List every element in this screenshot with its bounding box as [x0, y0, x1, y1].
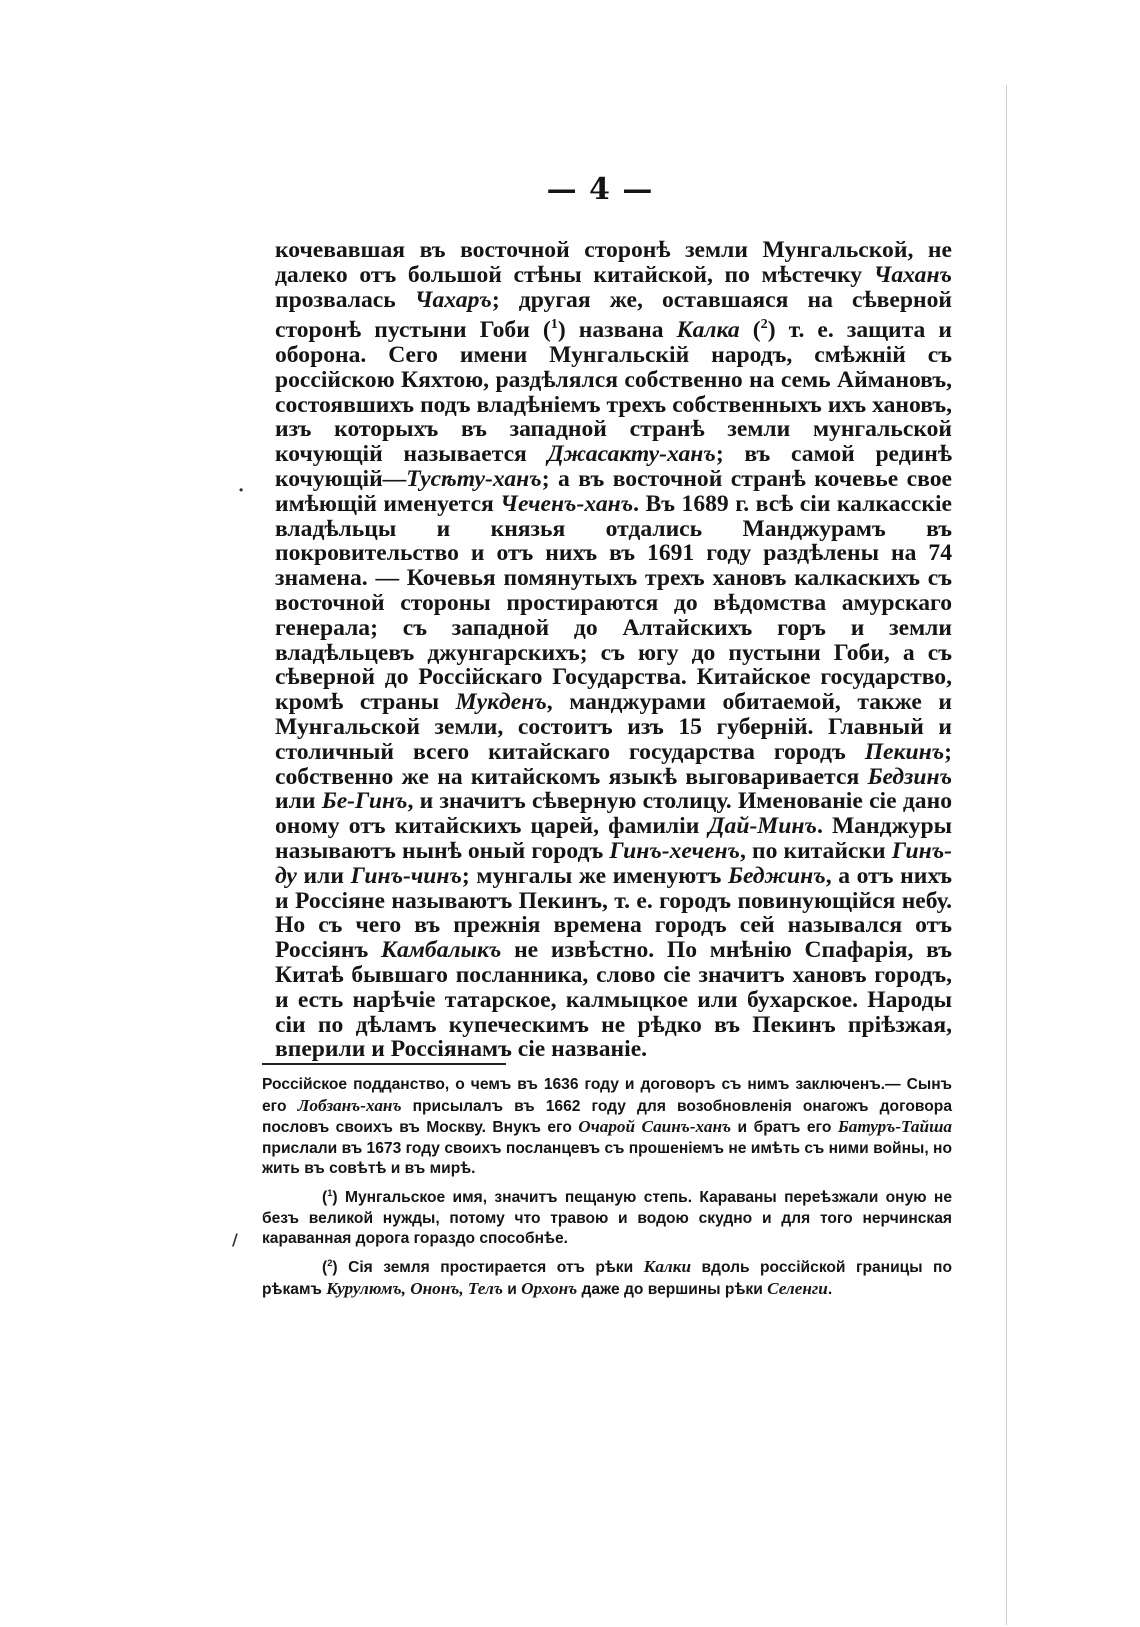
text-run: или: [296, 862, 351, 889]
italic-term: Гинъ-чинъ: [350, 862, 462, 889]
italic-term: Бе-Гинъ: [321, 788, 408, 815]
text-run: . Манджуры называютъ нынѣ оный городъ: [275, 813, 952, 864]
italic-term: Чахаръ: [414, 286, 492, 313]
italic-term: Лобзанъ-ханъ: [297, 1095, 402, 1115]
italic-term: Очарой Саинъ-ханъ: [578, 1117, 732, 1137]
italic-term: Чеченъ-ханъ: [500, 490, 634, 517]
text-run: , манджурами обитаемой, также и Мунгальской земли, состоитъ изъ 15 губерній. Главный и столичный всего китайскаго государства городъ: [275, 689, 953, 765]
text-run: ) т. е. защита и оборона. Сего имени Мунгальскій народъ, смѣжній съ россійскою Кяхтою, раздѣлялся собственно на семь Аймановъ, состоявшихъ подъ владѣніемъ трехъ собственныхъ ихъ хановъ, изъ которыхъ въ западной странѣ земли мунгальской кочующій называется: [275, 317, 952, 468]
footnotes-block: [262, 1075, 952, 1300]
page-edge-line: [1006, 85, 1007, 1625]
text-run: даже до вершины рѣки: [577, 1280, 768, 1298]
italic-term: Беджинъ: [728, 862, 826, 889]
text-run: (: [322, 1189, 328, 1207]
text-run: вдоль россійской границы по рѣкамъ: [262, 1259, 952, 1298]
italic-term: Дай-Минъ: [708, 813, 817, 840]
footnote-1: [262, 1183, 952, 1250]
italic-term: Калка: [676, 317, 740, 344]
text-run: Россійское подданство, о чемъ въ 1636 году и договоръ съ нимъ заключенъ.— Сынъ его: [262, 1076, 952, 1115]
text-run: ; собственно же на китайскомъ языкѣ выговаривается: [275, 738, 952, 790]
text-run: , по китайски: [739, 837, 892, 864]
footnote-marker: 1: [327, 1187, 333, 1198]
text-run: не извѣстно. По мнѣнію Спафарія, въ Китаѣ бывшаго посланника, слово сіе значитъ хановъ городъ, и есть нарѣчіе татарское, калмыцкое или бухарское. Народы сіи по дѣламъ купеческимъ не рѣдко въ Пекинъ пріѣзжая, вперили и Россіянамъ сіе названіе.: [275, 937, 952, 1063]
margin-stroke-mark: /: [232, 1230, 238, 1249]
text-run: .: [827, 1280, 833, 1298]
text-run: . Въ 1689 г. всѣ сіи калкасскіе владѣльцы и князья отдались Манджурамъ въ покровительство и отъ нихъ въ 1691 году раздѣлены на 74 знамена. — Кочевья помянутыхъ трехъ хановъ калкаскихъ съ восточной стороны простираются до вѣдомства амурскаго генерала; съ западной до Алтайскихъ горъ и земли владѣльцевъ джунгарскихъ; съ югу до пустыни Гоби, а съ сѣверной до Россійскаго Государства. Китайское государство, кромѣ страны: [275, 490, 953, 716]
italic-term: Тусѣту-ханъ: [406, 466, 542, 493]
text-run: ; въ самой рединѣ кочующій—: [275, 441, 953, 493]
text-run: и братъ его: [731, 1119, 838, 1137]
italic-term: Орхонъ: [521, 1278, 578, 1298]
text-run: ) Сія земля простирается отъ рѣки: [332, 1259, 644, 1277]
margin-dot-mark: ·: [238, 480, 245, 501]
main-text-block: [275, 238, 952, 1062]
text-run: кочевавшая въ восточной сторонѣ земли Мунгальской, не далеко отъ большой стѣны китайской, по мѣстечку: [275, 237, 952, 288]
italic-term: Бедзинъ: [867, 763, 952, 790]
footnote-continuation: [262, 1075, 952, 1180]
italic-term: Калки: [643, 1257, 691, 1277]
footnote-marker: 2: [327, 1257, 333, 1268]
text-run: присылалъ въ 1662 году для возобновленія онагожъ договора пословъ своихъ въ Москву. Внукъ его: [262, 1097, 952, 1137]
italic-term: Батуръ-Тайша: [837, 1117, 952, 1137]
footnote-2: [262, 1253, 952, 1300]
text-run: или: [275, 788, 322, 815]
italic-term: Чаханъ: [873, 261, 952, 288]
text-run: прислали въ 1673 году своихъ посланцевъ съ прошеніемъ не имѣть съ ними войны, но жить въ совѣтѣ и въ мирѣ.: [262, 1139, 952, 1178]
text-run: ) Мунгальское имя, значитъ пещаную степь. Караваны переѣзжали оную не безъ великой нужды, потому что травою и водою скудно и для того нерчинская караванная дорога гораздо способнѣе.: [262, 1189, 952, 1248]
page-number: — 4 —: [546, 172, 654, 207]
text-run: ; а въ восточной странѣ кочевье свое имѣющій именуется: [275, 466, 952, 517]
italic-term: Мукденъ: [455, 689, 547, 716]
italic-term: Пекинъ: [864, 738, 945, 765]
main-paragraph: [275, 238, 952, 1062]
italic-term: Гинъ-хеченъ: [609, 837, 740, 864]
footnote-marker: 1: [550, 316, 558, 333]
italic-term: Джасакту-ханъ: [547, 441, 716, 468]
text-run: ) названа: [557, 317, 677, 344]
italic-term: Камбалыкъ: [380, 937, 502, 964]
text-run: (: [739, 317, 761, 344]
footnote-marker: 2: [760, 316, 768, 333]
footnote-separator: [262, 1063, 506, 1065]
italic-term: Селенги: [767, 1278, 828, 1298]
text-run: , а отъ нихъ и Россіяне называютъ Пекинъ, т. е. городъ повинующійся небу. Но съ чего въ прежнія времена городъ сей назывался отъ Россіянъ: [275, 862, 952, 964]
text-run: прозвалась: [275, 286, 415, 313]
text-run: (: [322, 1259, 328, 1277]
text-run: ; другая же, оставшаяся на сѣверной сторонѣ пустыни Гоби (: [275, 286, 952, 344]
italic-term: Курулюмъ, Ононъ, Телъ: [326, 1278, 503, 1298]
text-run: и: [502, 1280, 522, 1298]
italic-term: Гинъ-ду: [275, 837, 953, 889]
text-run: ; мунгалы же именуютъ: [461, 862, 729, 889]
text-run: , и значитъ сѣверную столицу. Именованіе сіе дано оному отъ китайскихъ царей, фамиліи: [275, 788, 952, 840]
